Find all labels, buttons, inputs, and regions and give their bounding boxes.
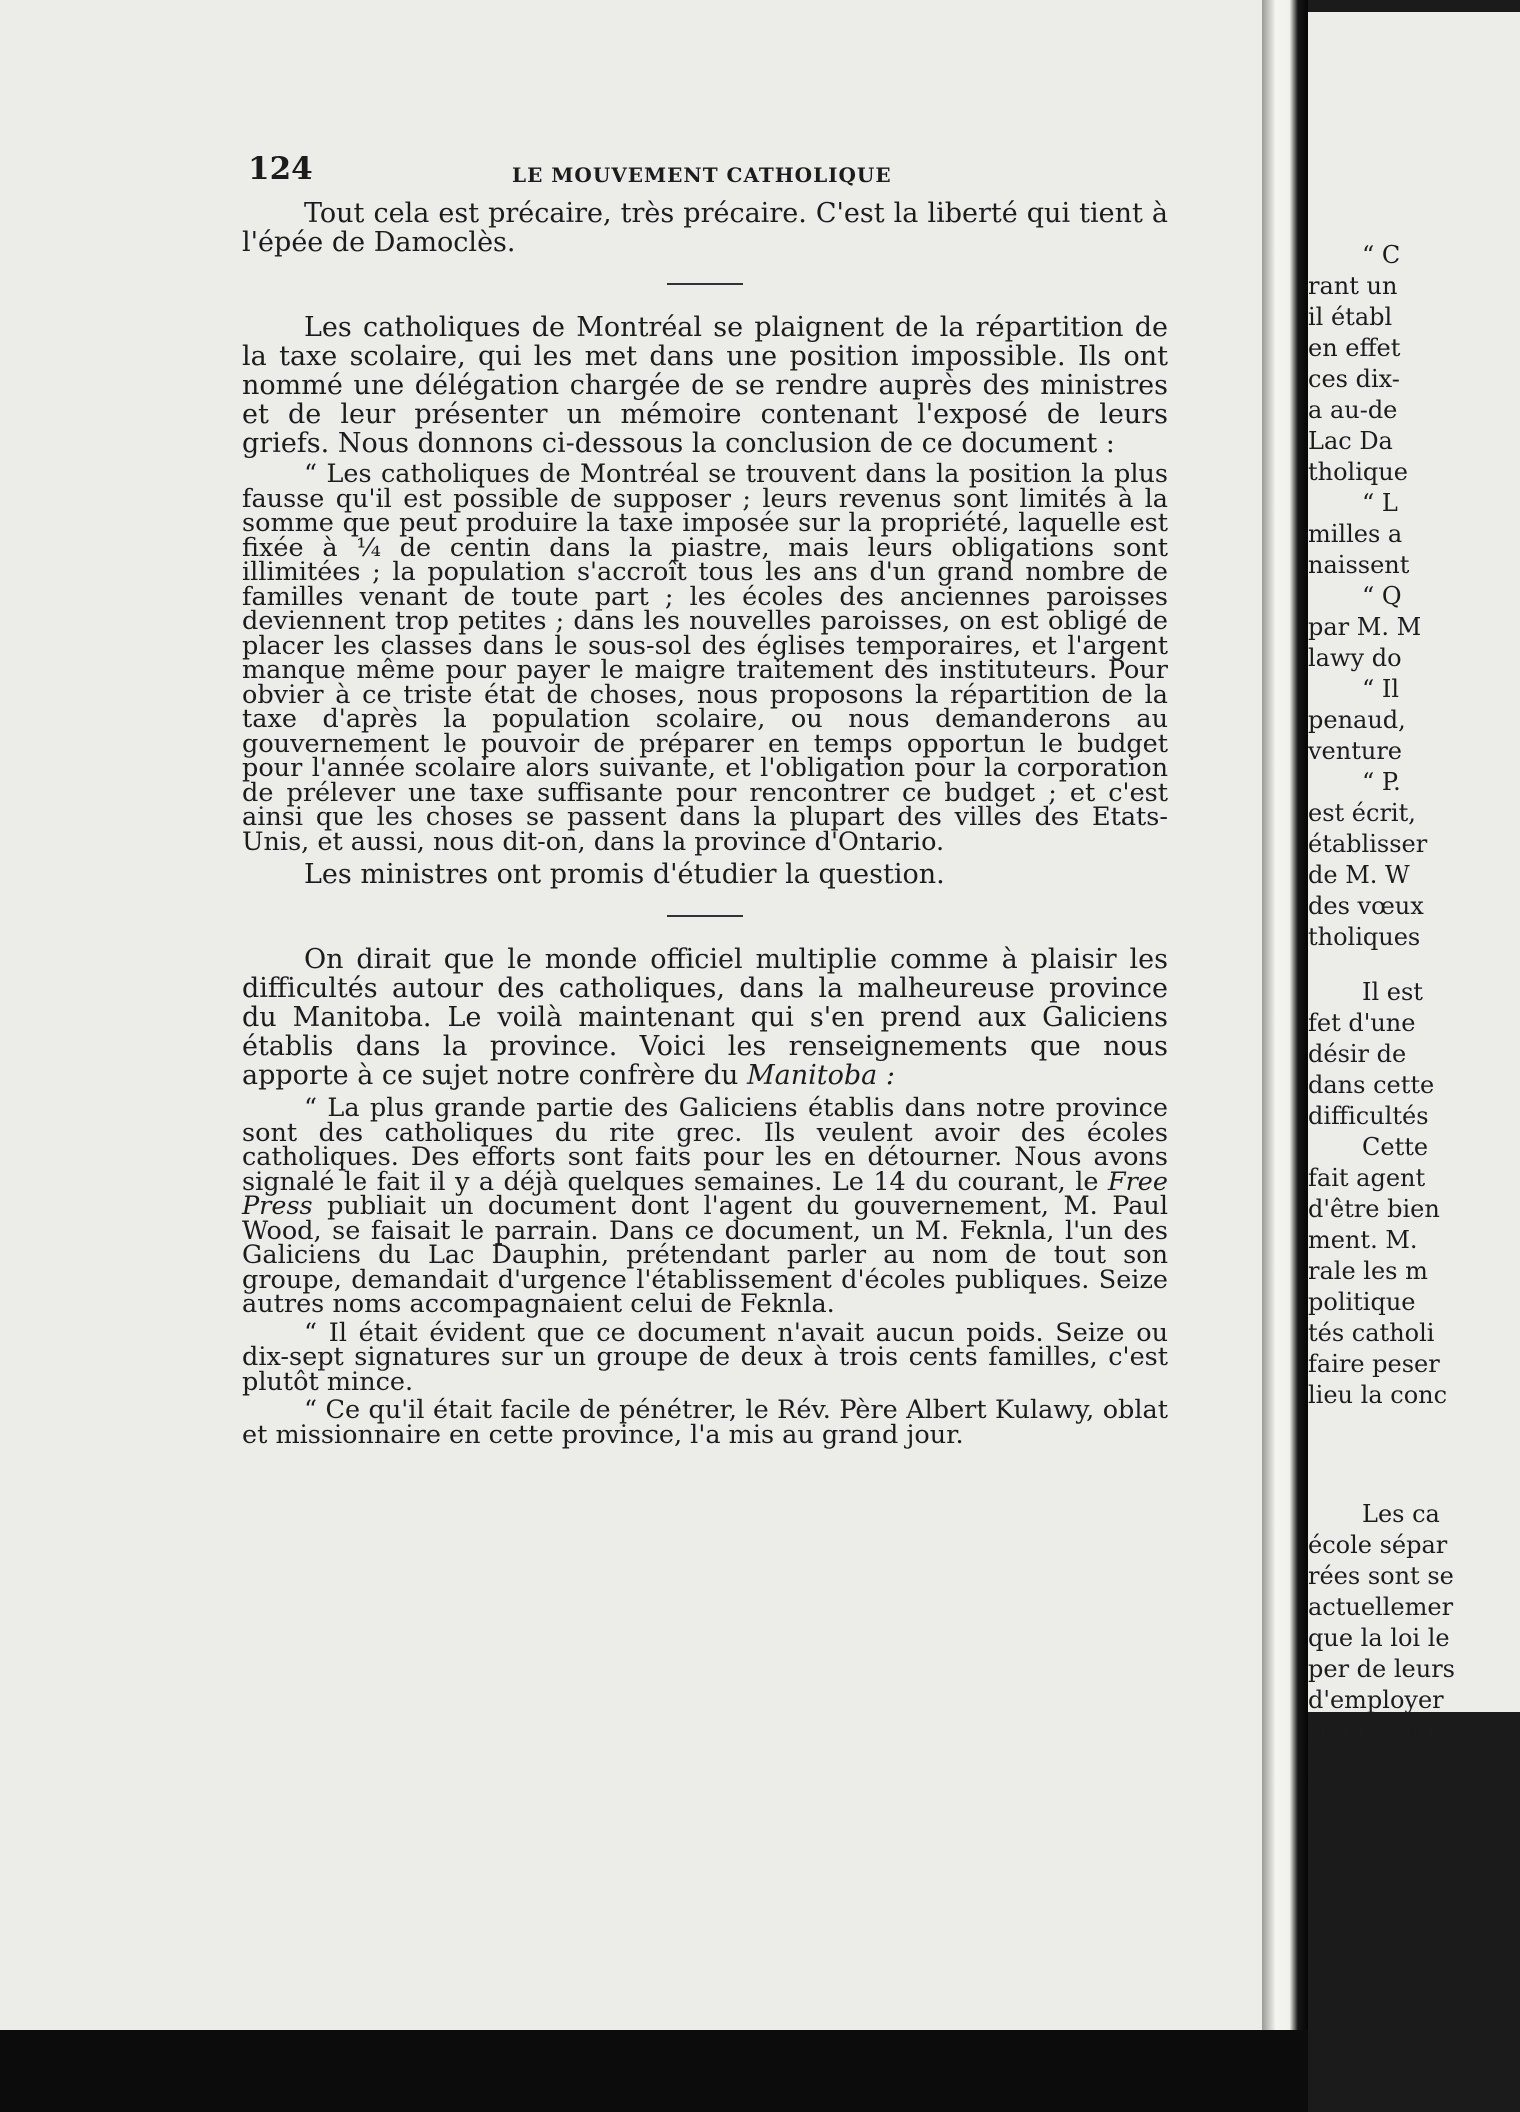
section-divider [667, 283, 743, 285]
right-line: rant un [1308, 272, 1398, 300]
page-content [242, 151, 1168, 1450]
right-line: d'être bien [1308, 1195, 1440, 1223]
right-line: Cette [1362, 1133, 1429, 1161]
right-line: Les ca [1362, 1500, 1440, 1528]
quote-montreal: “ Les catholiques de Montréal se trouvent dans la position la plus fausse qu'il est possible de supposer ; leurs revenus sont limités à la somme que peut produire la taxe imposée sur la propriété, laquelle est fixée à ¼ de centin dans la piastre, mais leurs obligations sont illimitées ; la population s'accroît tous les ans d'un grand nombre de familles venant de toute part ; les écoles des anciennes paroisses deviennent trop petites ; dans les nouvelles paroisses, on est obligé de placer les classes dans le sous-sol des églises temporaires, et l'argent manque même pour payer le maigre traitement des instituteurs. Pour obvier à ce triste état de choses, nous proposons la répartition de la taxe d'après la population scolaire, ou nous demanderons au gouvernement le pouvoir de préparer en temps opportun le budget pour l'année scolaire alors suivante, et l'obligation pour la corporation de prélever une taxe suffisante pour rencontrer ce budget ; et c'est ainsi que les choses se passent dans la plupart des villes des Etats-Unis, et aussi, nous dit-on, dans la province d'Ontario. [242, 459, 1168, 857]
right-line: “ P. [1362, 768, 1401, 796]
right-page-text [1308, 240, 1508, 1747]
book-gutter [1262, 0, 1308, 2112]
right-line: fet d'une [1308, 1009, 1416, 1037]
right-line: naissent [1308, 551, 1410, 579]
right-line: politique [1308, 1288, 1416, 1316]
right-line: désir de [1308, 1040, 1407, 1068]
right-line: “ Q [1362, 582, 1402, 610]
quote-galiciens-text: “ La plus grande partie des Galiciens établis dans notre province sont des catholiques du rite grec. Ils veulent avoir des écoles catholiques. Des efforts sont faits pour les en détourner. Nous avons signalé le fait il y a déjà quelques semaines. Le 14 du courant, le [242, 1093, 1168, 1197]
right-line: a au-de [1308, 396, 1398, 424]
right-line: tés catholi [1308, 1319, 1435, 1347]
right-line: actuellemer [1308, 1593, 1454, 1621]
right-page [1308, 12, 1520, 1745]
right-line: “ C [1362, 241, 1401, 269]
right-line: par M. M [1308, 613, 1422, 641]
paragraph-4-text: On dirait que le monde officiel multiplie comme à plaisir les difficultés autour des catholiques, dans la malheureuse province du Manitoba. Le voilà maintenant qui s'en prend aux Galiciens établis dans la province. Voici les renseignements que nous apporte à ce sujet notre confrère du [242, 944, 1168, 1091]
right-line: des vœux [1308, 892, 1424, 920]
right-line: de M. W [1308, 861, 1410, 889]
quote-evident: “ Il était évident que ce document n'avait aucun poids. Seize ou dix-sept signatures sur un groupe de deux à trois cents familles, c'est plutôt mince. [242, 1317, 1168, 1397]
right-line: soient, et q [1308, 1717, 1444, 1745]
paragraph-3: Les ministres ont promis d'étudier la question. [304, 859, 945, 890]
right-line: que la loi le [1308, 1624, 1450, 1652]
paragraph-4 [242, 945, 1168, 1090]
right-line: tholique [1308, 458, 1408, 486]
right-line: établisser [1308, 830, 1428, 858]
running-head: LE MOUVEMENT CATHOLIQUE [512, 163, 892, 187]
right-line: il établ [1308, 303, 1393, 331]
right-line: ces dix- [1308, 365, 1400, 393]
right-line: milles a [1308, 520, 1403, 548]
quote-kulawy: “ Ce qu'il était facile de pénétrer, le Rév. Père Albert Kulawy, oblat et missionnaire en cette province, l'a mis au grand jour. [242, 1395, 1168, 1450]
right-line: Il est [1362, 978, 1423, 1006]
right-line: école sépar [1308, 1531, 1448, 1559]
right-line: venture [1308, 737, 1402, 765]
paragraph-2: Les catholiques de Montréal se plaignent de la répartition de la taxe scolaire, qui les met dans une position impossible. Ils ont nommé une délégation chargée de se rendre auprès des ministres et de leur présenter un mémoire contenant l'exposé de leurs griefs. Nous donnons ci-dessous la conclusion de ce document : [242, 312, 1168, 459]
right-line: en effet [1308, 334, 1401, 362]
right-line: rées sont se [1308, 1562, 1454, 1590]
manitoba-title: Manitoba : [746, 1060, 895, 1091]
free-press-title: Free Press [242, 1166, 1168, 1221]
right-line: per de leurs [1308, 1655, 1455, 1683]
right-line: ment. M. [1308, 1226, 1418, 1254]
right-line: difficultés [1308, 1102, 1429, 1130]
right-line: rale les m [1308, 1257, 1428, 1285]
right-line: penaud, [1308, 706, 1406, 734]
scan-border [0, 2030, 1308, 2112]
right-line: Lac Da [1308, 427, 1393, 455]
right-line: lieu la conc [1308, 1381, 1448, 1409]
right-line: “ L [1362, 489, 1398, 517]
right-line: fait agent [1308, 1164, 1426, 1192]
paragraph-1: Tout cela est précaire, très précaire. C'est la liberté qui tient à l'épée de Damoclès. [242, 198, 1168, 258]
page-header [242, 151, 1168, 199]
right-line: est écrit, [1308, 799, 1416, 827]
right-line: d'employer [1308, 1686, 1444, 1714]
page-number: 124 [248, 151, 313, 187]
quote-galiciens-continued: publiait un document dont l'agent du gouvernement, M. Paul Wood, se faisait le parrain. Dans ce document, un M. Feknla, l'un des Galiciens du Lac Dauphin, prétendant parler au nom de tout son groupe, demandait d'urgence l'établissement d'écoles publiques. Seize autres noms accompagnaient celui de Feknla. [242, 1191, 1168, 1319]
right-line: “ Il [1362, 675, 1400, 703]
quote-galiciens [242, 1093, 1168, 1319]
right-line: dans cette [1308, 1071, 1435, 1099]
right-line: tholiques [1308, 923, 1421, 951]
right-line: lawy do [1308, 644, 1402, 672]
right-line: faire peser [1308, 1350, 1440, 1378]
section-divider [667, 915, 743, 917]
